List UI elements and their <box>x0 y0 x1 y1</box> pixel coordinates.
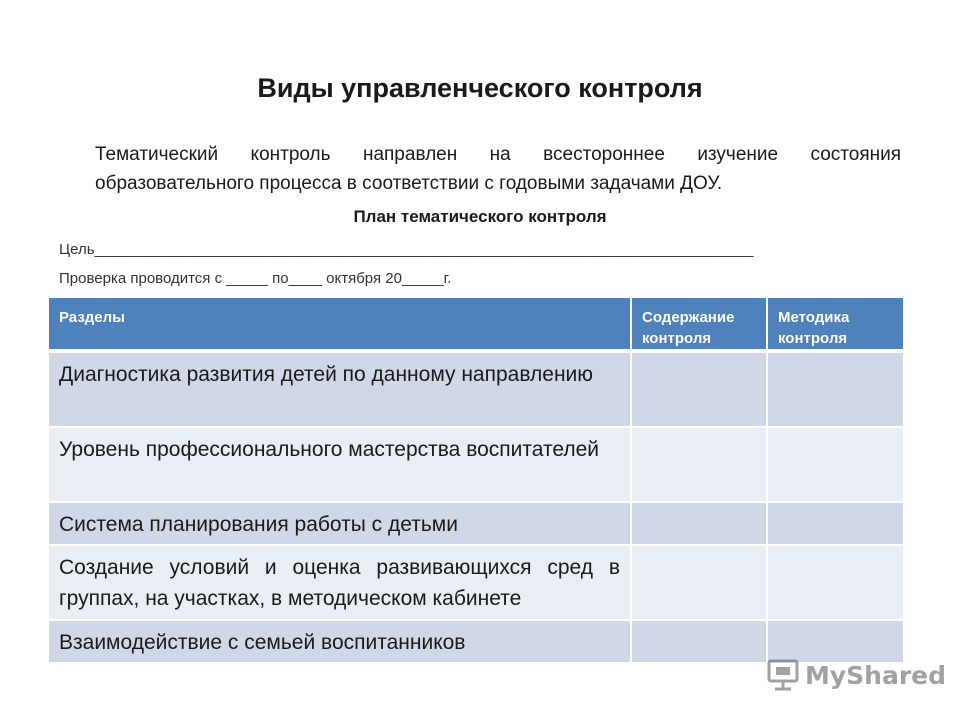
row-content-cell <box>631 620 767 662</box>
table-row <box>49 351 903 427</box>
row-method-cell <box>767 502 903 545</box>
plan-title: План тематического контроля <box>353 207 607 226</box>
projector-icon <box>766 659 800 691</box>
header-method: Методика контроля <box>767 298 903 351</box>
header-content: Содержание контроля <box>631 298 767 351</box>
goal-line: Цель_______________________________________________________________________________ <box>59 241 754 258</box>
table-row <box>49 545 903 620</box>
watermark-text: MyShared <box>805 660 947 690</box>
row-method-cell <box>767 351 903 427</box>
table-row <box>49 427 903 502</box>
watermark-logo <box>766 655 946 695</box>
control-plan-table <box>49 298 903 662</box>
intro-paragraph: Тематический контроль направлен на всестороннее изучение состояния образовательного процесса в соответствии с годовыми задачами ДОУ. <box>95 144 901 194</box>
row-content-cell <box>631 502 767 545</box>
check-period-line: Проверка проводится с _____ по____ октября 20_____г. <box>59 270 452 287</box>
row-content-cell <box>631 351 767 427</box>
row-method-cell <box>767 545 903 620</box>
row-method-cell <box>767 427 903 502</box>
row-section: Создание условий и оценка развивающихся сред в группах, на участках, в методическом кабинете <box>49 545 631 620</box>
row-content-cell <box>631 427 767 502</box>
row-section: Диагностика развития детей по данному направлению <box>49 351 631 427</box>
row-content-cell <box>631 545 767 620</box>
row-section: Взаимодействие с семьей воспитанников <box>49 620 631 662</box>
row-section: Уровень профессионального мастерства воспитателей <box>49 427 631 502</box>
table-header-row <box>49 298 903 351</box>
page-title: Виды управленческого контроля <box>257 73 703 103</box>
table-row <box>49 502 903 545</box>
row-section: Система планирования работы с детьми <box>49 502 631 545</box>
header-sections: Разделы <box>49 298 631 351</box>
